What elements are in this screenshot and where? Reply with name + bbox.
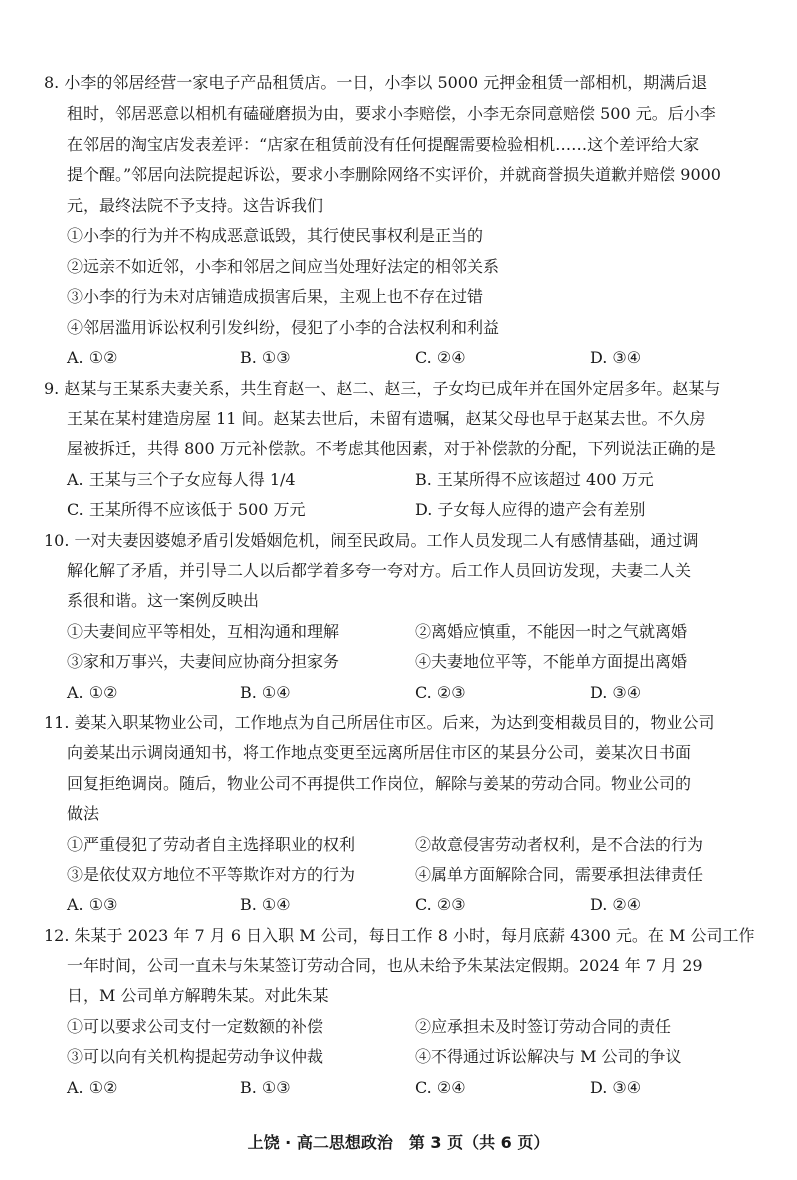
question-10-statement-3: ③家和万事兴，夫妻间应协商分担家务 [67,652,340,671]
question-8-choice-c[interactable]: C. ②④ [415,348,466,367]
question-11-choice-a[interactable]: A. ①③ [67,895,118,914]
question-11-line-1: 11. 姜某入职某物业公司，工作地点为自己所居住市区。后来，为达到变相裁员目的，物业公司 [44,713,715,732]
question-11-statement-2: ②故意侵害劳动者权利，是不合法的行为 [415,835,704,854]
question-11-choice-d[interactable]: D. ②④ [590,895,642,914]
question-12-choice-d[interactable]: D. ③④ [590,1078,642,1097]
question-10-choice-d[interactable]: D. ③④ [590,683,642,702]
question-12-choice-b[interactable]: B. ①③ [240,1078,291,1097]
question-11-line-2: 向姜某出示调岗通知书，将工作地点变更至远离所居住市区的某县分公司，姜某次日书面 [67,743,692,762]
question-12-statement-4: ④不得通过诉讼解决与 M 公司的争议 [415,1047,682,1066]
question-12-choice-a[interactable]: A. ①② [67,1078,118,1097]
question-10-statement-2: ②离婚应慎重，不能因一时之气就离婚 [415,622,688,641]
question-8-line-1: 8. 小李的邻居经营一家电子产品租赁店。一日，小李以 5000 元押金租赁一部相机，期满后退 [44,73,708,92]
question-11-choice-b[interactable]: B. ①④ [240,895,291,914]
question-9-choice-a[interactable]: A. 王某与三个子女应每人得 1/4 [67,470,296,489]
question-10-line-2: 解化解了矛盾，并引导二人以后都学着多夸一夸对方。后工作人员回访发现，夫妻二人关 [67,561,692,580]
question-11-statement-1: ①严重侵犯了劳动者自主选择职业的权利 [67,835,356,854]
page-footer: 上饶 · 高二思想政治 第 3 页（共 6 页） [247,1133,550,1152]
question-12-statement-1: ①可以要求公司支付一定数额的补偿 [67,1017,324,1036]
question-12-statement-3: ③可以向有关机构提起劳动争议仲裁 [67,1047,324,1066]
question-8-statement-1: ①小李的行为并不构成恶意诋毁，其行使民事权利是正当的 [67,226,484,245]
question-11-line-4: 做法 [67,804,100,823]
question-8-line-5: 元，最终法院不予支持。这告诉我们 [67,196,324,215]
question-8-choice-a[interactable]: A. ①② [67,348,118,367]
question-11-choice-c[interactable]: C. ②③ [415,895,466,914]
question-12-line-1: 12. 朱某于 2023 年 7 月 6 日入职 M 公司，每日工作 8 小时，每月底薪 4300 元。在 M 公司工作 [44,926,755,945]
question-12-statement-2: ②应承担未及时签订劳动合同的责任 [415,1017,672,1036]
question-10-choice-b[interactable]: B. ①④ [240,683,291,702]
question-11-statement-3: ③是依仗双方地位不平等欺诈对方的行为 [67,865,356,884]
question-9-line-3: 屋被拆迁，共得 800 万元补偿款。不考虑其他因素，对于补偿款的分配，下列说法正确的是 [67,439,716,458]
question-8-statement-4: ④邻居滥用诉讼权利引发纠纷，侵犯了小李的合法权利和利益 [67,318,500,337]
question-9-choice-c[interactable]: C. 王某所得不应该低于 500 万元 [67,500,306,519]
question-9-choice-d[interactable]: D. 子女每人应得的遗产会有差别 [415,500,646,519]
question-10-line-3: 系很和谐。这一案例反映出 [67,591,260,610]
question-12-line-2: 一年时间，公司一直未与朱某签订劳动合同，也从未给予朱某法定假期。2024 年 7 月 29 [67,956,703,975]
question-12-line-3: 日，M 公司单方解聘朱某。对此朱某 [67,986,329,1005]
question-11-statement-4: ④属单方面解除合同，需要承担法律责任 [415,865,704,884]
question-8-statement-3: ③小李的行为未对店铺造成损害后果，主观上也不存在过错 [67,287,484,306]
question-11-line-3: 回复拒绝调岗。随后，物业公司不再提供工作岗位，解除与姜某的劳动合同。物业公司的 [67,774,692,793]
question-8-statement-2: ②远亲不如近邻，小李和邻居之间应当处理好法定的相邻关系 [67,257,500,276]
question-8-line-2: 租时，邻居恶意以相机有磕碰磨损为由，要求小李赔偿，小李无奈同意赔偿 500 元。后小李 [67,104,716,123]
question-8-choice-d[interactable]: D. ③④ [590,348,642,367]
question-9-line-2: 王某在某村建造房屋 11 间。赵某去世后，未留有遗嘱，赵某父母也早于赵某去世。不久房 [67,409,706,428]
question-10-line-1: 10. 一对夫妻因婆媳矛盾引发婚姻危机，闹至民政局。工作人员发现二人有感情基础，通过调 [44,531,699,550]
question-9-choice-b[interactable]: B. 王某所得不应该超过 400 万元 [415,470,654,489]
question-12-choice-c[interactable]: C. ②④ [415,1078,466,1097]
question-8-line-3: 在邻居的淘宝店发表差评：“店家在租赁前没有任何提醒需要检验相机……这个差评给大家 [67,135,700,154]
question-10-choice-a[interactable]: A. ①② [67,683,118,702]
question-10-statement-4: ④夫妻地位平等，不能单方面提出离婚 [415,652,688,671]
question-10-statement-1: ①夫妻间应平等相处，互相沟通和理解 [67,622,340,641]
question-9-line-1: 9. 赵某与王某系夫妻关系，共生育赵一、赵二、赵三，子女均已成年并在国外定居多年。赵某与 [44,379,721,398]
question-8-choice-b[interactable]: B. ①③ [240,348,291,367]
question-8-line-4: 提个醒。”邻居向法院提起诉讼，要求小李删除网络不实评价，并就商誉损失道歉并赔偿 9000 [67,165,721,184]
question-10-choice-c[interactable]: C. ②③ [415,683,466,702]
